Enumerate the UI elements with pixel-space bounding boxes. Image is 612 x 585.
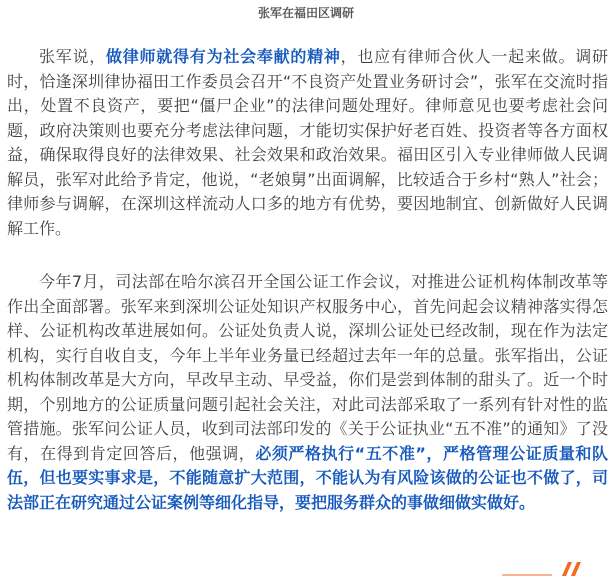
divider-slash-2 (571, 562, 581, 576)
paragraph-1-text-end: ，也应有律师合伙人一起来做。调研时，恰逢深圳律协福田工作委员会召开“不良资产处置业务研讨会”，张军在交流时指出，处置不良资产，要把“僵尸企业”的法律问题处理好。律师意见也要考虑社会问题，政府决策则也要充分考虑法律问题，才能切实保护好老百姓、投资者等各方面权益，确保取得良好的法律效果、社会效果和政治效果。福田区引入专业律师做人民调解员，张军对此给予肯定，他说，“老娘舅”出面调解，比较适合于乡村“熟人”社会；律师参与调解，在深圳这样流动人口多的地方有优势，要因地制宜、创新做好人民调解工作。 (7, 47, 608, 238)
paragraph-1-text-start: 张军说， (39, 47, 107, 66)
paragraph-2-highlight: 必须严格执行“五不准”，严格管理公证质量和队伍，但也要实事求是，不能随意扩大范围，不能认为有风险该做的公证也不做了，司法部正在研究通过公证案例等细化指导，要把服务群众的事做细做实做好。 (7, 443, 608, 512)
paragraph-2-text: 今年7月，司法部在哈尔滨召开全国公证工作会议，对推进公证机构体制改革等作出全面部署。张军来到深圳公证处知识产权服务中心，首先问起会议精神落实得怎样、公证机构改革进展如何。公证处负责人说，深圳公证处已经改制，现在作为法定机构，实行自收自支，今年上半年业务量已经超过去年一年的总量。张军指出，公证机构体制改革是大方向，早改早主动、早受益，你们是尝到体制的甜头了。近一个时期，个别地方的公证质量问题引起社会关注，对此司法部采取了一系列有针对性的监管措施。张军问公证人员，收到司法部印发的《关于公证执业“五不准”的通知》了没有，在得到肯定回答后，他强调， (7, 272, 608, 463)
paragraph-1 (7, 45, 608, 241)
double-slash-divider-icon (502, 561, 582, 577)
divider-slash-1 (562, 562, 572, 576)
paragraph-2 (7, 270, 608, 515)
paragraph-1-highlight: 做律师就得有为社会奉献的精神 (106, 47, 341, 66)
article-title: 张军在福田区调研 (257, 6, 354, 20)
